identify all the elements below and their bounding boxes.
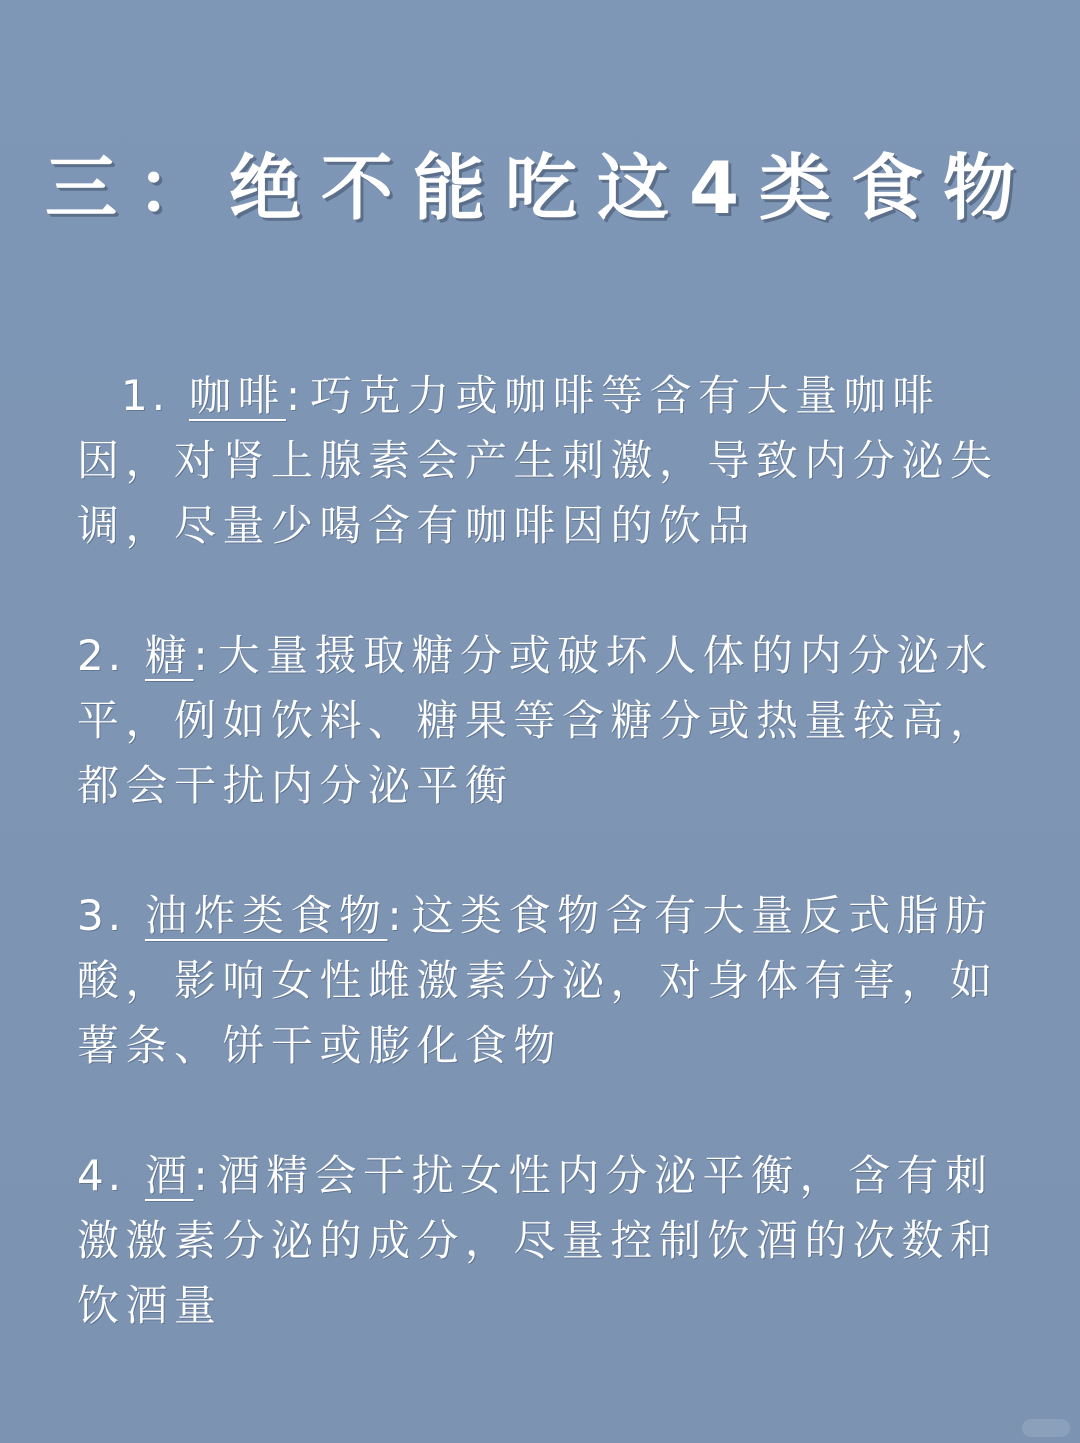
item-text: 巧克力或咖啡等含有大量咖啡因，对肾上腺素会产生刺激，导致内分泌失调，尽量少喝含有咖啡因的饮品 (77, 371, 999, 550)
item-colon: : (387, 891, 412, 940)
list-item-sugar (77, 623, 1007, 818)
list-item-coffee (77, 363, 1007, 558)
item-number: 3. (77, 891, 126, 940)
item-number: 1. (121, 371, 170, 420)
item-colon: : (193, 1151, 218, 1200)
item-text: 这类食物含有大量反式脂肪酸，影响女性雌激素分泌，对身体有害，如薯条、饼干或膨化食物 (77, 891, 999, 1070)
food-list (77, 363, 1007, 1403)
list-item-fried-food (77, 883, 1007, 1078)
item-colon: : (193, 631, 218, 680)
item-colon: : (285, 371, 311, 420)
item-text: 大量摄取糖分或破坏人体的内分泌水平，例如饮料、糖果等含糖分或热量较高，都会干扰内分泌平衡 (77, 631, 999, 810)
item-keyword: 油炸类食物 (144, 891, 388, 940)
item-keyword: 糖 (144, 631, 194, 680)
list-item-alcohol (77, 1143, 1007, 1338)
page-title: 三：绝不能吃这4类食物 (44, 146, 1036, 230)
item-number: 2. (77, 631, 126, 680)
item-text: 酒精会干扰女性内分泌平衡，含有刺激激素分泌的成分，尽量控制饮酒的次数和饮酒量 (77, 1151, 999, 1330)
item-number: 4. (77, 1151, 126, 1200)
item-keyword: 酒 (144, 1151, 194, 1200)
watermark (1022, 1419, 1070, 1437)
item-keyword: 咖啡 (188, 371, 286, 420)
